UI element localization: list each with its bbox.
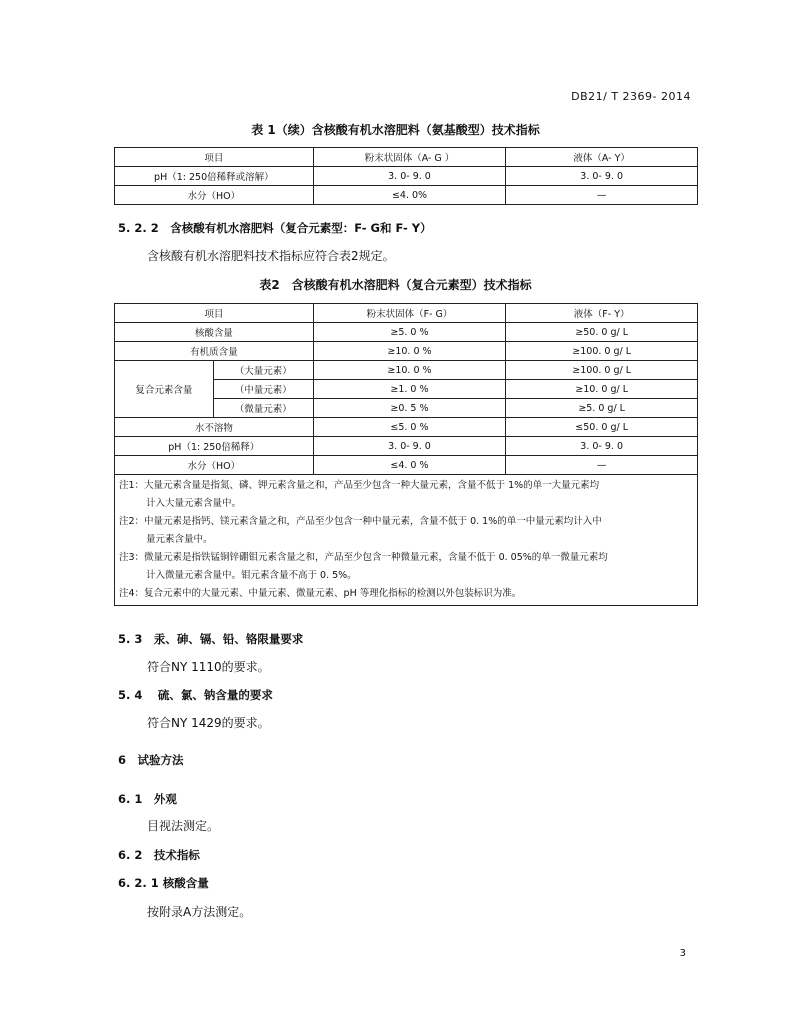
table-cell: 3. 0- 9. 0	[506, 437, 698, 456]
table-cell: —	[506, 456, 698, 475]
table-cell: ≥1. 0 %	[313, 380, 506, 399]
note-line: 计入微量元素含量中。钼元素含量不高于 0. 5%。	[146, 570, 357, 581]
section-heading: 6. 2 技术指标	[118, 848, 200, 862]
table-row	[115, 418, 698, 437]
table1	[114, 147, 698, 205]
table-cell: ≥5. 0 g/ L	[506, 399, 698, 418]
table-header-cell: 液体（F- Y）	[506, 304, 698, 323]
note-line: 注2：中量元素是指钙、镁元素含量之和，产品至少包含一种中量元素，含量不低于 0. 1%的单一中量元素均计入中	[119, 516, 602, 527]
table-row	[115, 323, 698, 342]
table-cell: （大量元素）	[213, 361, 313, 380]
table1-caption: 表 1（续）含核酸有机水溶肥料（氨基酸型）技术指标	[251, 123, 540, 137]
table2	[114, 303, 698, 606]
table-row	[115, 342, 698, 361]
table-cell: ≤5. 0 %	[313, 418, 506, 437]
table-row	[115, 361, 698, 380]
table-cell: 核酸含量	[115, 323, 314, 342]
table-header-cell: 项目	[115, 148, 314, 167]
table-header-cell: 粉末状固体（A- G ）	[313, 148, 506, 167]
table-cell: 3. 0- 9. 0	[506, 167, 698, 186]
table-cell: 水不溶物	[115, 418, 314, 437]
note-line: 注3：微量元素是指铁锰铜锌硼钼元素含量之和，产品至少包含一种微量元素，含量不低于 0. 05%的单一微量元素均	[119, 552, 608, 563]
table-row	[115, 437, 698, 456]
table-cell: 3. 0- 9. 0	[313, 437, 506, 456]
page-number: 3	[679, 948, 686, 959]
note-line: 计入大量元素含量中。	[146, 498, 242, 509]
table-cell: —	[506, 186, 698, 205]
table-cell: （微量元素）	[213, 399, 313, 418]
table-cell: ≤50. 0 g/ L	[506, 418, 698, 437]
table-cell: ≥10. 0 g/ L	[506, 380, 698, 399]
note-line: 注1：大量元素含量是指氮、磷、钾元素含量之和，产品至少包含一种大量元素，含量不低于 1%的单一大量元素均	[119, 480, 600, 491]
table-cell: ≥0. 5 %	[313, 399, 506, 418]
table-cell: 水分（HO）	[115, 186, 314, 205]
table-row	[115, 186, 698, 205]
section-text: 按附录A方法测定。	[147, 905, 252, 919]
section-text: 符合NY 1110的要求。	[147, 660, 270, 674]
table-cell: ≤4. 0 %	[313, 456, 506, 475]
section-text: 符合NY 1429的要求。	[147, 716, 270, 730]
table-cell: ≥10. 0 %	[313, 342, 506, 361]
note-line: 注4：复合元素中的大量元素、中量元素、微量元素、pH 等理化指标的检测以外包装标识为准。	[119, 588, 522, 599]
table-cell: pH（1: 250倍稀释）	[115, 437, 314, 456]
table-cell: pH（1: 250倍稀释或溶解）	[115, 167, 314, 186]
table-header-cell: 粉末状固体（F- G）	[313, 304, 506, 323]
table-cell: ≤4. 0%	[313, 186, 506, 205]
table-row	[115, 456, 698, 475]
table-header-row	[115, 304, 698, 323]
table-header-cell: 液体（A- Y）	[506, 148, 698, 167]
table-cell: 3. 0- 9. 0	[313, 167, 506, 186]
table-cell: ≥100. 0 g/ L	[506, 361, 698, 380]
notes-row	[115, 475, 698, 606]
doc-number: DB21/ T 2369- 2014	[571, 90, 691, 103]
section-text: 含核酸有机水溶肥料技术指标应符合表2规定。	[147, 249, 395, 263]
table-cell: ≥5. 0 %	[313, 323, 506, 342]
section-text: 目视法测定。	[147, 819, 220, 833]
table-cell: 有机质含量	[115, 342, 314, 361]
table2-caption: 表2 含核酸有机水溶肥料（复合元素型）技术指标	[259, 278, 532, 292]
section-heading: 5. 4 硫、氯、钠含量的要求	[118, 688, 273, 702]
section-heading: 5. 3 汞、砷、镉、铅、铬限量要求	[118, 632, 304, 646]
section-heading: 6. 1 外观	[118, 792, 177, 806]
table-header-cell: 项目	[115, 304, 314, 323]
table-cell: 水分（HO）	[115, 456, 314, 475]
table-cell: ≥10. 0 %	[313, 361, 506, 380]
table-cell: ≥100. 0 g/ L	[506, 342, 698, 361]
compound-label-cell: 复合元素含量	[115, 361, 214, 418]
table-row	[115, 167, 698, 186]
notes-cell	[115, 475, 698, 606]
table-cell: ≥50. 0 g/ L	[506, 323, 698, 342]
table-header-row	[115, 148, 698, 167]
note-line: 量元素含量中。	[146, 534, 213, 545]
section-heading: 6. 2. 1 核酸含量	[118, 876, 209, 890]
section-heading: 5. 2. 2 含核酸有机水溶肥料（复合元素型：F- G和 F- Y）	[118, 221, 432, 235]
table-cell: （中量元素）	[213, 380, 313, 399]
section-heading: 6 试验方法	[118, 753, 184, 767]
